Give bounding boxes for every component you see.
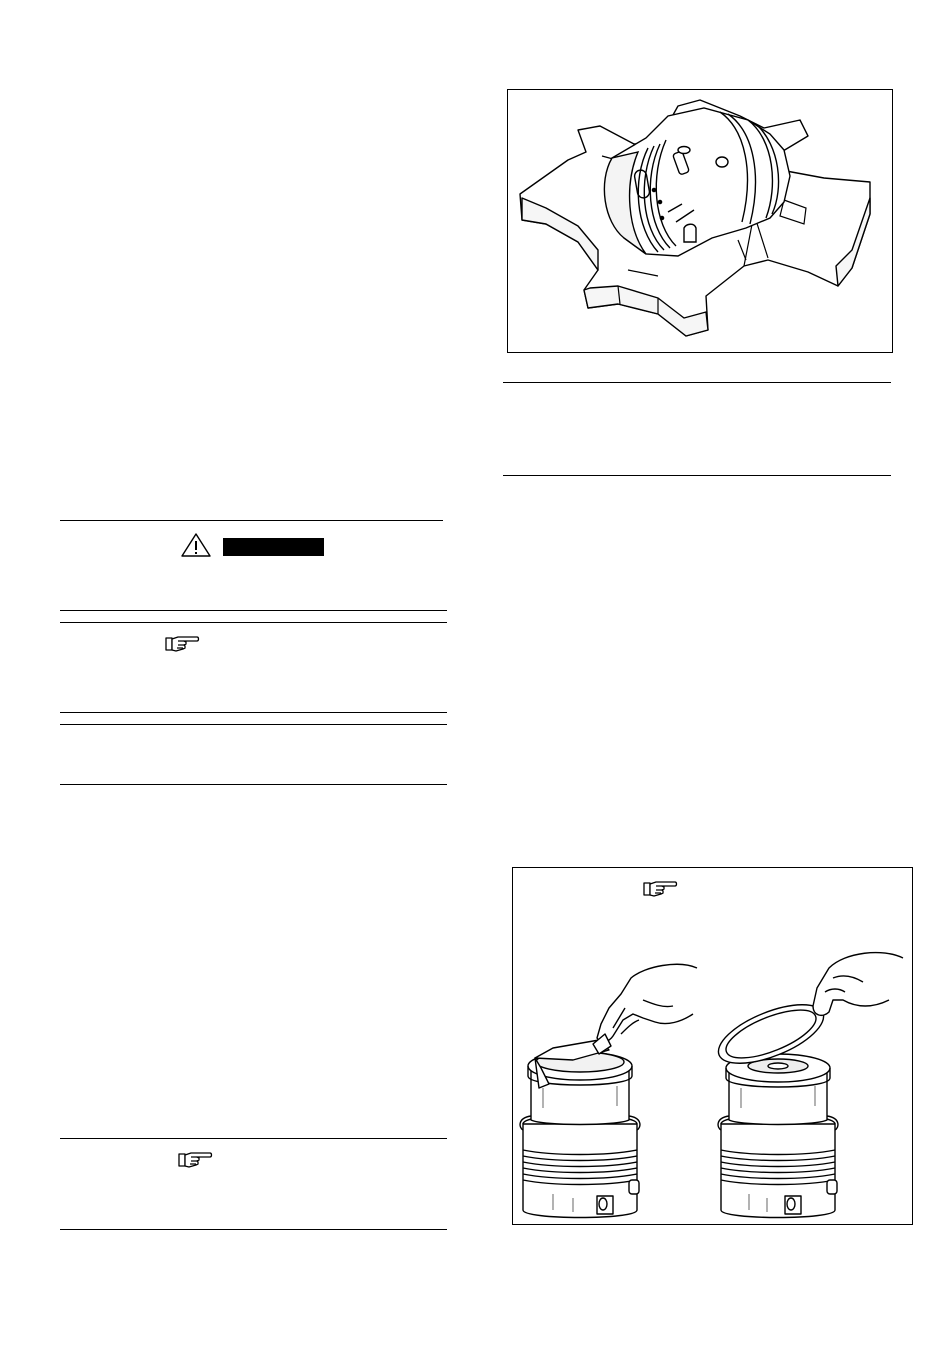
warning-label-badge: [223, 538, 324, 556]
block-2-top-rule: [60, 724, 447, 725]
pointing-hand-icon: [642, 880, 678, 898]
divider: [503, 475, 891, 476]
pump-lifting-cover-drawing: [713, 948, 913, 1224]
warning-bottom-rule: [60, 610, 447, 611]
pointing-hand-icon: [164, 635, 200, 653]
pump-on-stand-drawing: [508, 90, 892, 352]
figure-pump-on-stand: [507, 89, 893, 353]
figure-remove-cover: [512, 867, 913, 1225]
pump-peeling-tape-drawing: [513, 948, 713, 1224]
note-3-bottom-rule: [60, 1229, 447, 1230]
pointing-hand-icon: [177, 1151, 213, 1169]
warning-triangle-icon: [180, 532, 212, 558]
note-1-bottom-rule: [60, 712, 447, 713]
warning-top-rule: [60, 520, 443, 521]
divider: [503, 382, 891, 383]
note-1-top-rule: [60, 622, 447, 623]
note-3-top-rule: [60, 1138, 447, 1139]
block-2-bottom-rule: [60, 784, 447, 785]
